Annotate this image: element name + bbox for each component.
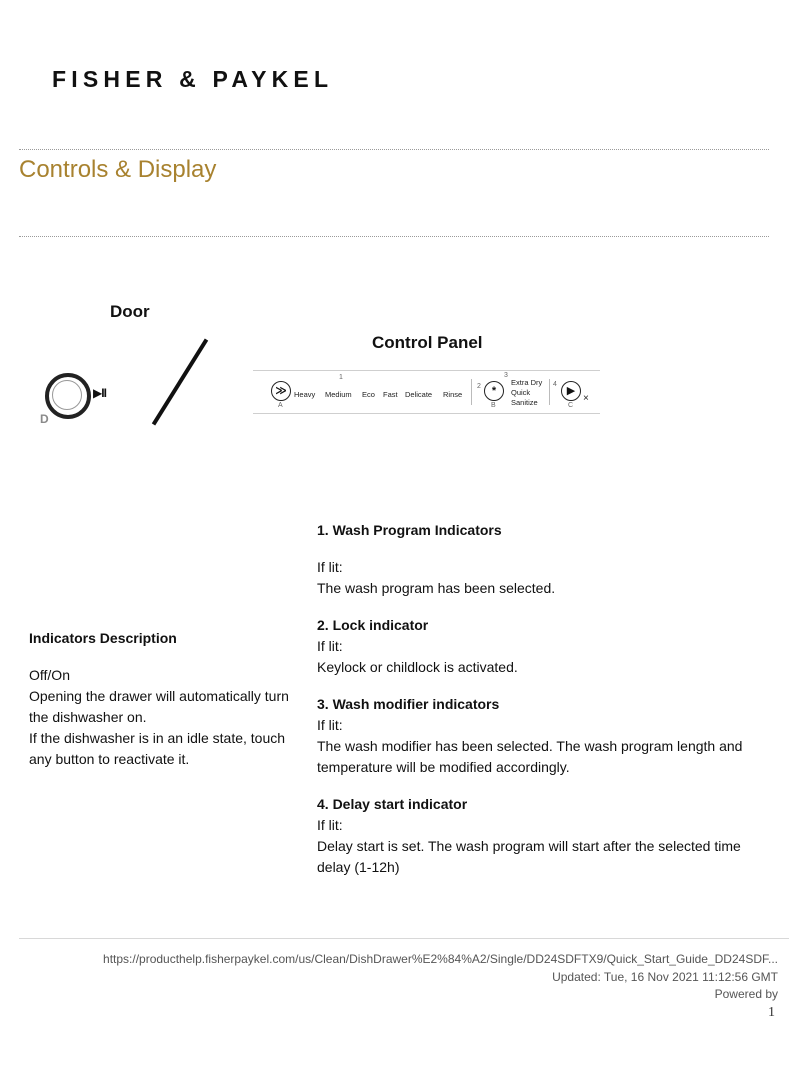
powered-by: Powered by <box>714 987 778 1001</box>
indicator-1-description: The wash program has been selected. <box>317 580 556 596</box>
program-delicate: Delicate <box>405 390 433 399</box>
updated-timestamp: Updated: Tue, 16 Nov 2021 11:12:56 GMT <box>552 970 778 984</box>
marker-1: 1 <box>339 374 343 381</box>
marker-2: 2 <box>477 383 481 390</box>
play-pause-icon: ▶II <box>93 386 106 400</box>
marker-4: 4 <box>553 381 557 388</box>
title-divider <box>19 236 769 237</box>
program-eco: Eco <box>362 390 375 399</box>
control-panel-heading: Control Panel <box>372 333 483 352</box>
indicator-1-title: 1. Wash Program Indicators <box>317 522 502 538</box>
idle-description: If the dishwasher is in an idle state, touch any button to reactivate it. <box>29 730 286 767</box>
marker-3: 3 <box>504 372 508 379</box>
indicator-3-condition: If lit: <box>317 717 343 733</box>
source-url[interactable]: https://producthelp.fisherpaykel.com/us/Clean/DishDrawer%E2%84%A2/Single/DD24SDFTX9/Quick_Start_Guide_DD24SDF... <box>103 952 778 966</box>
button-b-label: B <box>491 402 496 409</box>
indicator-4-condition: If lit: <box>317 817 343 833</box>
program-rinse: Rinse <box>443 390 463 399</box>
modifier-sanitize: Sanitize <box>511 398 538 407</box>
cancel-icon: × <box>583 393 589 404</box>
indicator-4-description: Delay start is set. The wash program will start after the selected time delay (1-12h) <box>317 838 741 875</box>
door-label: D <box>40 412 49 426</box>
modifier-quick: Quick <box>511 388 531 397</box>
start-button-icon: ▶ <box>561 381 581 401</box>
brand-logo: FISHER & PAYKEL <box>52 66 334 92</box>
panel-separator <box>471 379 472 405</box>
panel-separator <box>549 379 550 405</box>
indicator-2-condition: If lit: <box>317 638 343 654</box>
indicators-heading: Indicators Description <box>29 630 177 646</box>
indicator-1-condition: If lit: <box>317 559 343 575</box>
door-edge-line <box>152 339 208 426</box>
program-fast: Fast <box>383 390 398 399</box>
indicator-2-description: Keylock or childlock is activated. <box>317 659 518 675</box>
control-panel-diagram <box>253 370 600 414</box>
modifier-button-icon: * <box>484 381 504 401</box>
indicator-3-title: 3. Wash modifier indicators <box>317 696 500 712</box>
off-on-description: Opening the drawer will automatically turn the dishwasher on. <box>29 688 289 725</box>
door-button-icon <box>45 373 91 419</box>
modifier-extra-dry: Extra Dry <box>511 378 543 387</box>
off-on-label: Off/On <box>29 667 70 683</box>
indicator-2-title: 2. Lock indicator <box>317 617 429 633</box>
program-medium: Medium <box>325 390 352 399</box>
program-button-icon: ≫ <box>271 381 291 401</box>
page-title: Controls & Display <box>19 156 217 183</box>
indicator-4-title: 4. Delay start indicator <box>317 796 468 812</box>
footer-divider <box>19 938 789 939</box>
door-heading: Door <box>110 302 150 321</box>
top-divider <box>19 149 769 150</box>
program-heavy: Heavy <box>294 390 316 399</box>
page-number: 1 <box>768 1005 775 1020</box>
indicator-3-description: The wash modifier has been selected. The wash program length and temperature will be modified accordingly. <box>317 738 743 775</box>
button-c-label: C <box>568 402 574 409</box>
button-a-label: A <box>278 402 283 409</box>
